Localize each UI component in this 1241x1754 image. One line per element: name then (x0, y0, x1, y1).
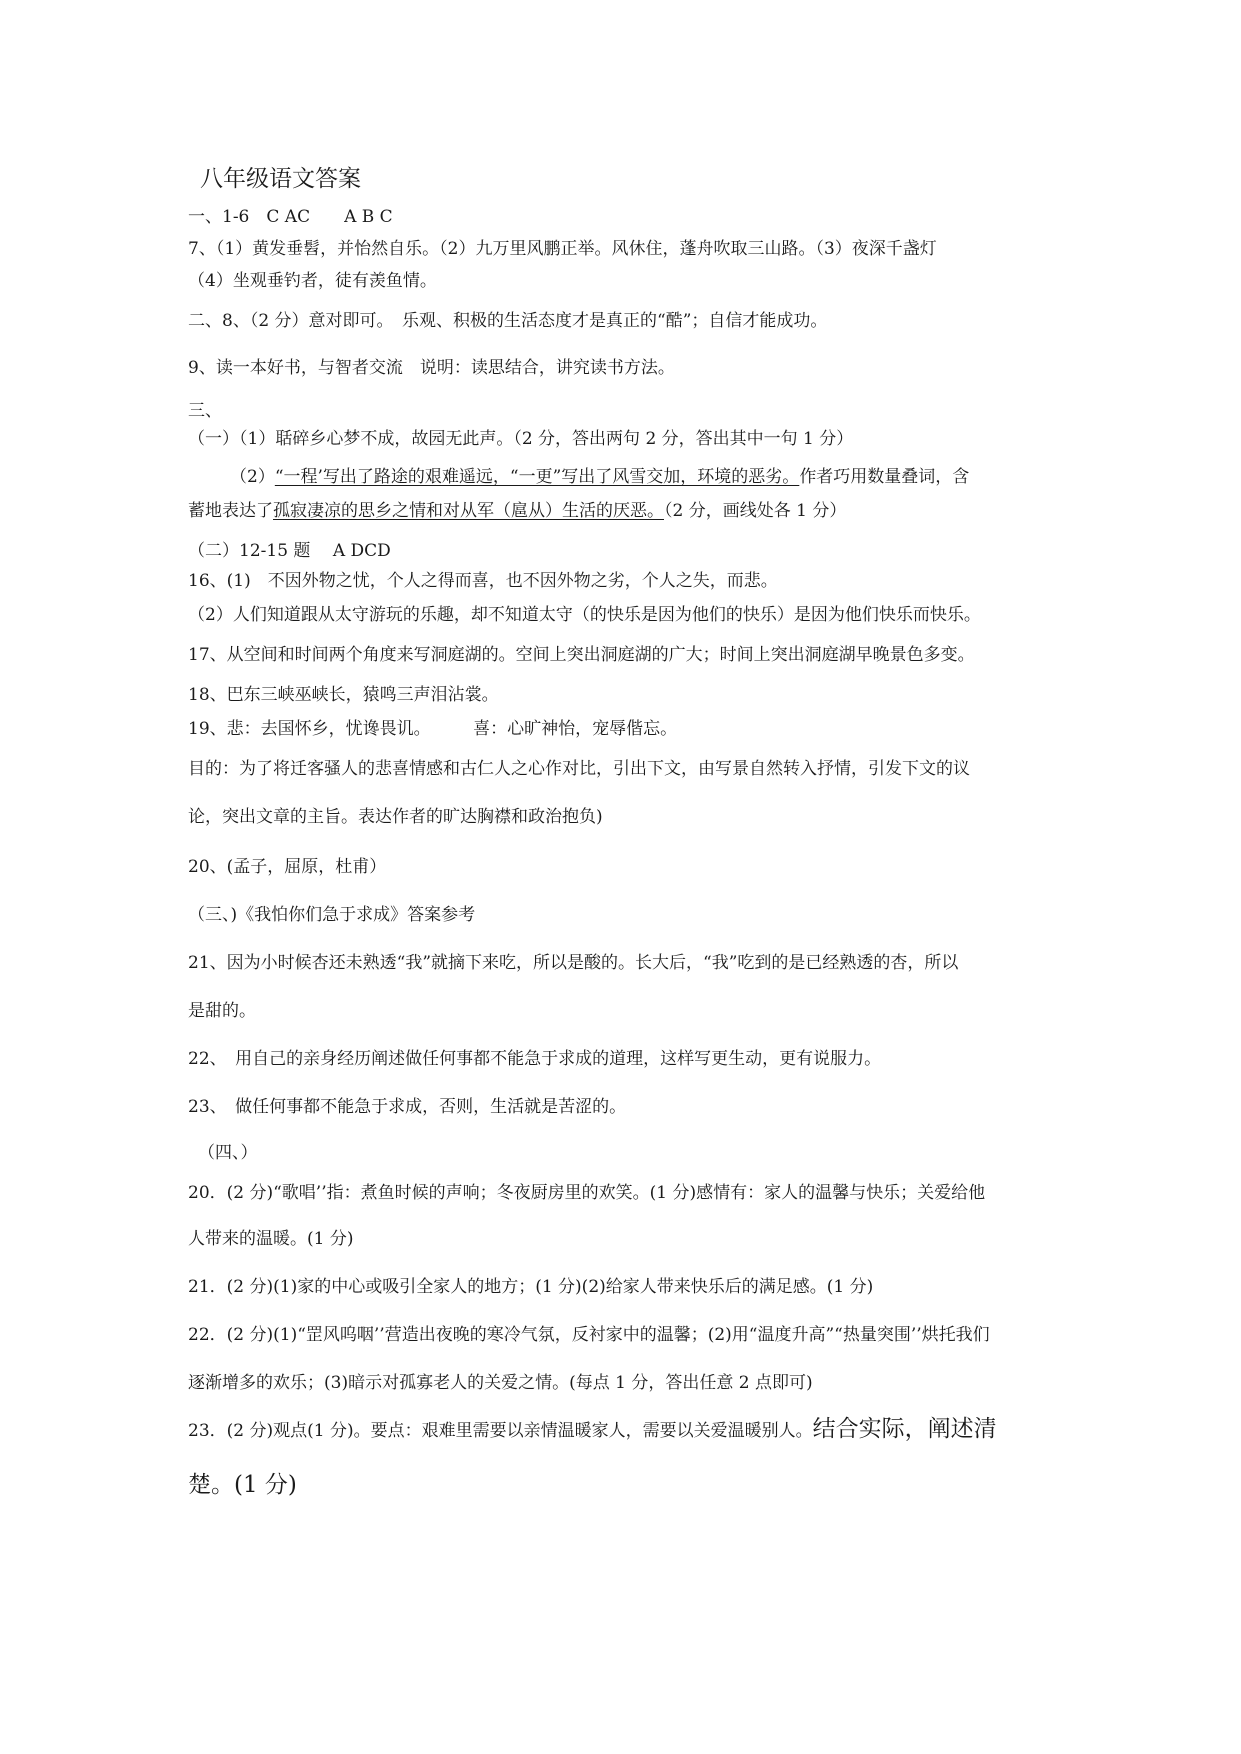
answer-line-20: 20、(孟子，屈原，杜甫） (188, 857, 387, 877)
q4-23-text: 23．(2 分)观点(1 分)。要点：艰难里需要以亲情温暖家人，需要以关爱温暖别人。 (188, 1421, 813, 1441)
section-heading-3-3: （三、)《我怕你们急于求成》答案参考 (188, 905, 476, 925)
answer-line-17: 17、从空间和时间两个角度来写洞庭湖的。空间上突出洞庭湖的广大；时间上突出洞庭湖早晚景色多变。 (188, 645, 975, 665)
q2-underlined-1: “一程’写出了路途的艰难遥远，“一更”写出了风雪交加，环境的恶劣。 (274, 467, 800, 487)
section-heading-4: （四、） (198, 1143, 258, 1163)
answer-line-4-20a: 20．(2 分)“歌唱’’指：煮鱼时候的声响；冬夜厨房里的欢笑。(1 分)感情有：家人的温馨与快乐；关爱给他 (188, 1183, 986, 1203)
answer-line-12-15: （二）12-15 题 A DCD (188, 541, 391, 561)
answer-line-22: 22、 用自己的亲身经历阐述做任何事都不能急于求成的道理，这样写更生动，更有说服力。 (188, 1049, 882, 1069)
answer-line-19: 19、悲：去国怀乡，忧谗畏讥。 喜：心旷神怡，宠辱偕忘。 (188, 719, 678, 739)
answer-line-4-23a (188, 1418, 997, 1442)
q4-23-large-text: 结合实际，阐述清 (812, 1416, 997, 1442)
answer-line-4-21: 21．(2 分)(1)家的中心或吸引全家人的地方；(1 分)(2)给家人带来快乐后的满足感。(1 分) (188, 1277, 874, 1297)
answer-line-21b: 是甜的。 (188, 1001, 256, 1021)
q2b-prefix: 蓄地表达了 (188, 501, 273, 521)
answer-line-21a: 21、因为小时候杏还未熟透“我”就摘下来吃，所以是酸的。长大后，“我”吃到的是已经熟透的杏，所以 (188, 953, 959, 973)
answer-line-16b: （2）人们知道跟从太守游玩的乐趣，却不知道太守（的快乐是因为他们的快乐）是因为他们快乐而快乐。 (188, 605, 981, 625)
answer-line-4-22b: 逐渐增多的欢乐；(3)暗示对孤寡老人的关爱之情。(每点 1 分，答出任意 2 点即可) (188, 1373, 813, 1393)
answer-line-q1: （一）（1）聒碎乡心梦不成，故园无此声。（2 分，答出两句 2 分，答出其中一句 1 分） (188, 429, 854, 449)
answer-line-purpose-b: 论，突出文章的主旨。表达作者的旷达胸襟和政治抱负) (188, 807, 603, 827)
answer-line-1: 一、1-6 C AC A B C (188, 207, 393, 227)
section-heading-3: 三、 (188, 401, 222, 421)
q2-prefix: （2） (230, 467, 275, 487)
answer-line-purpose-a: 目的：为了将迁客骚人的悲喜情感和古仁人之心作对比，引出下文，由写景自然转入抒情，引发下文的议 (188, 759, 970, 779)
page-title: 八年级语文答案 (200, 166, 361, 192)
answer-line-16a: 16、(1) 不因外物之忧，个人之得而喜，也不因外物之劣，个人之失，而悲。 (188, 571, 778, 591)
answer-line-9: 9、读一本好书，与智者交流 说明：读思结合，讲究读书方法。 (188, 358, 675, 378)
answer-line-8: 二、8、（2 分）意对即可。 乐观、积极的生活态度才是真正的“酷”；自信才能成功。 (188, 311, 828, 331)
answer-line-4-22a: 22．(2 分)(1)“罡风呜咽’’营造出夜晚的寒冷气氛，反衬家中的温馨；(2)用“温度升高”“热量突围’’烘托我们 (188, 1325, 990, 1345)
answer-line-7a: 7、（1）黄发垂髫，并怡然自乐。（2）九万里风鹏正举。风休住，蓬舟吹取三山路。（3）夜深千盏灯 (188, 239, 937, 259)
q2b-suffix: （2 分，画线处各 1 分） (664, 501, 847, 521)
q2-underlined-2: 孤寂凄凉的思乡之情和对从军（扈从）生活的厌恶。 (273, 501, 664, 521)
answer-line-4-20b: 人带来的温暖。(1 分) (188, 1229, 354, 1249)
answer-line-23: 23、 做任何事都不能急于求成，否则，生活就是苦涩的。 (188, 1097, 627, 1117)
answer-line-18: 18、巴东三峡巫峡长，猿鸣三声泪沾裳。 (188, 685, 499, 705)
answer-line-q2b (188, 500, 846, 522)
answer-line-7b: （4）坐观垂钓者，徒有羡鱼情。 (188, 271, 437, 291)
answer-line-4-23b: 楚。(1 分) (188, 1472, 297, 1498)
answer-line-q2a (230, 466, 969, 488)
q2-suffix: 作者巧用数量叠词，含 (799, 467, 970, 487)
